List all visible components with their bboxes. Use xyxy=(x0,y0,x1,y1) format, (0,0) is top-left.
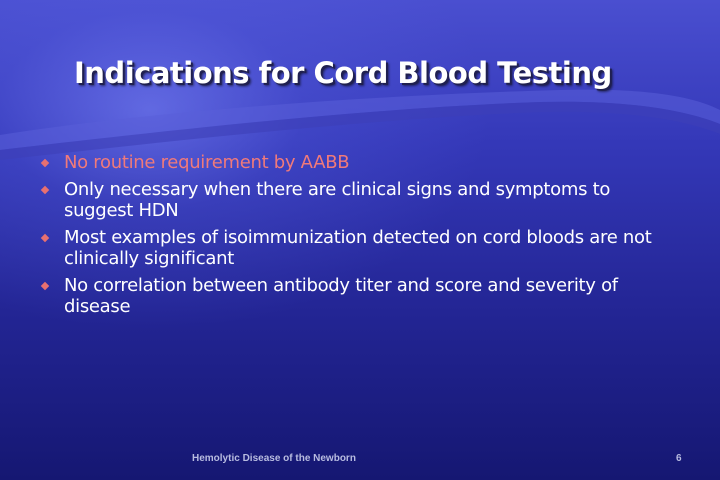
slide-number: 6 xyxy=(676,453,682,464)
diamond-bullet-icon xyxy=(41,282,49,290)
diamond-bullet-icon xyxy=(41,186,49,194)
diamond-bullet-icon xyxy=(41,159,49,167)
bullet-item xyxy=(40,152,680,173)
diamond-bullet-icon xyxy=(41,234,49,242)
bullet-item xyxy=(40,179,680,221)
bullet-text: Only necessary when there are clinical signs and symptoms to suggest HDN xyxy=(64,179,611,221)
bullet-item xyxy=(40,227,680,269)
bullet-text: No routine requirement by AABB xyxy=(64,152,350,173)
bullet-text: Most examples of isoimmunization detected on cord bloods are not clinically significant xyxy=(64,227,652,269)
slide-footer: Hemolytic Disease of the Newborn xyxy=(192,453,356,464)
bullet-list xyxy=(40,152,680,323)
bullet-text: No correlation between antibody titer and score and severity of disease xyxy=(64,275,618,317)
slide-title: Indications for Cord Blood Testing xyxy=(74,56,612,90)
bullet-item xyxy=(40,275,680,317)
